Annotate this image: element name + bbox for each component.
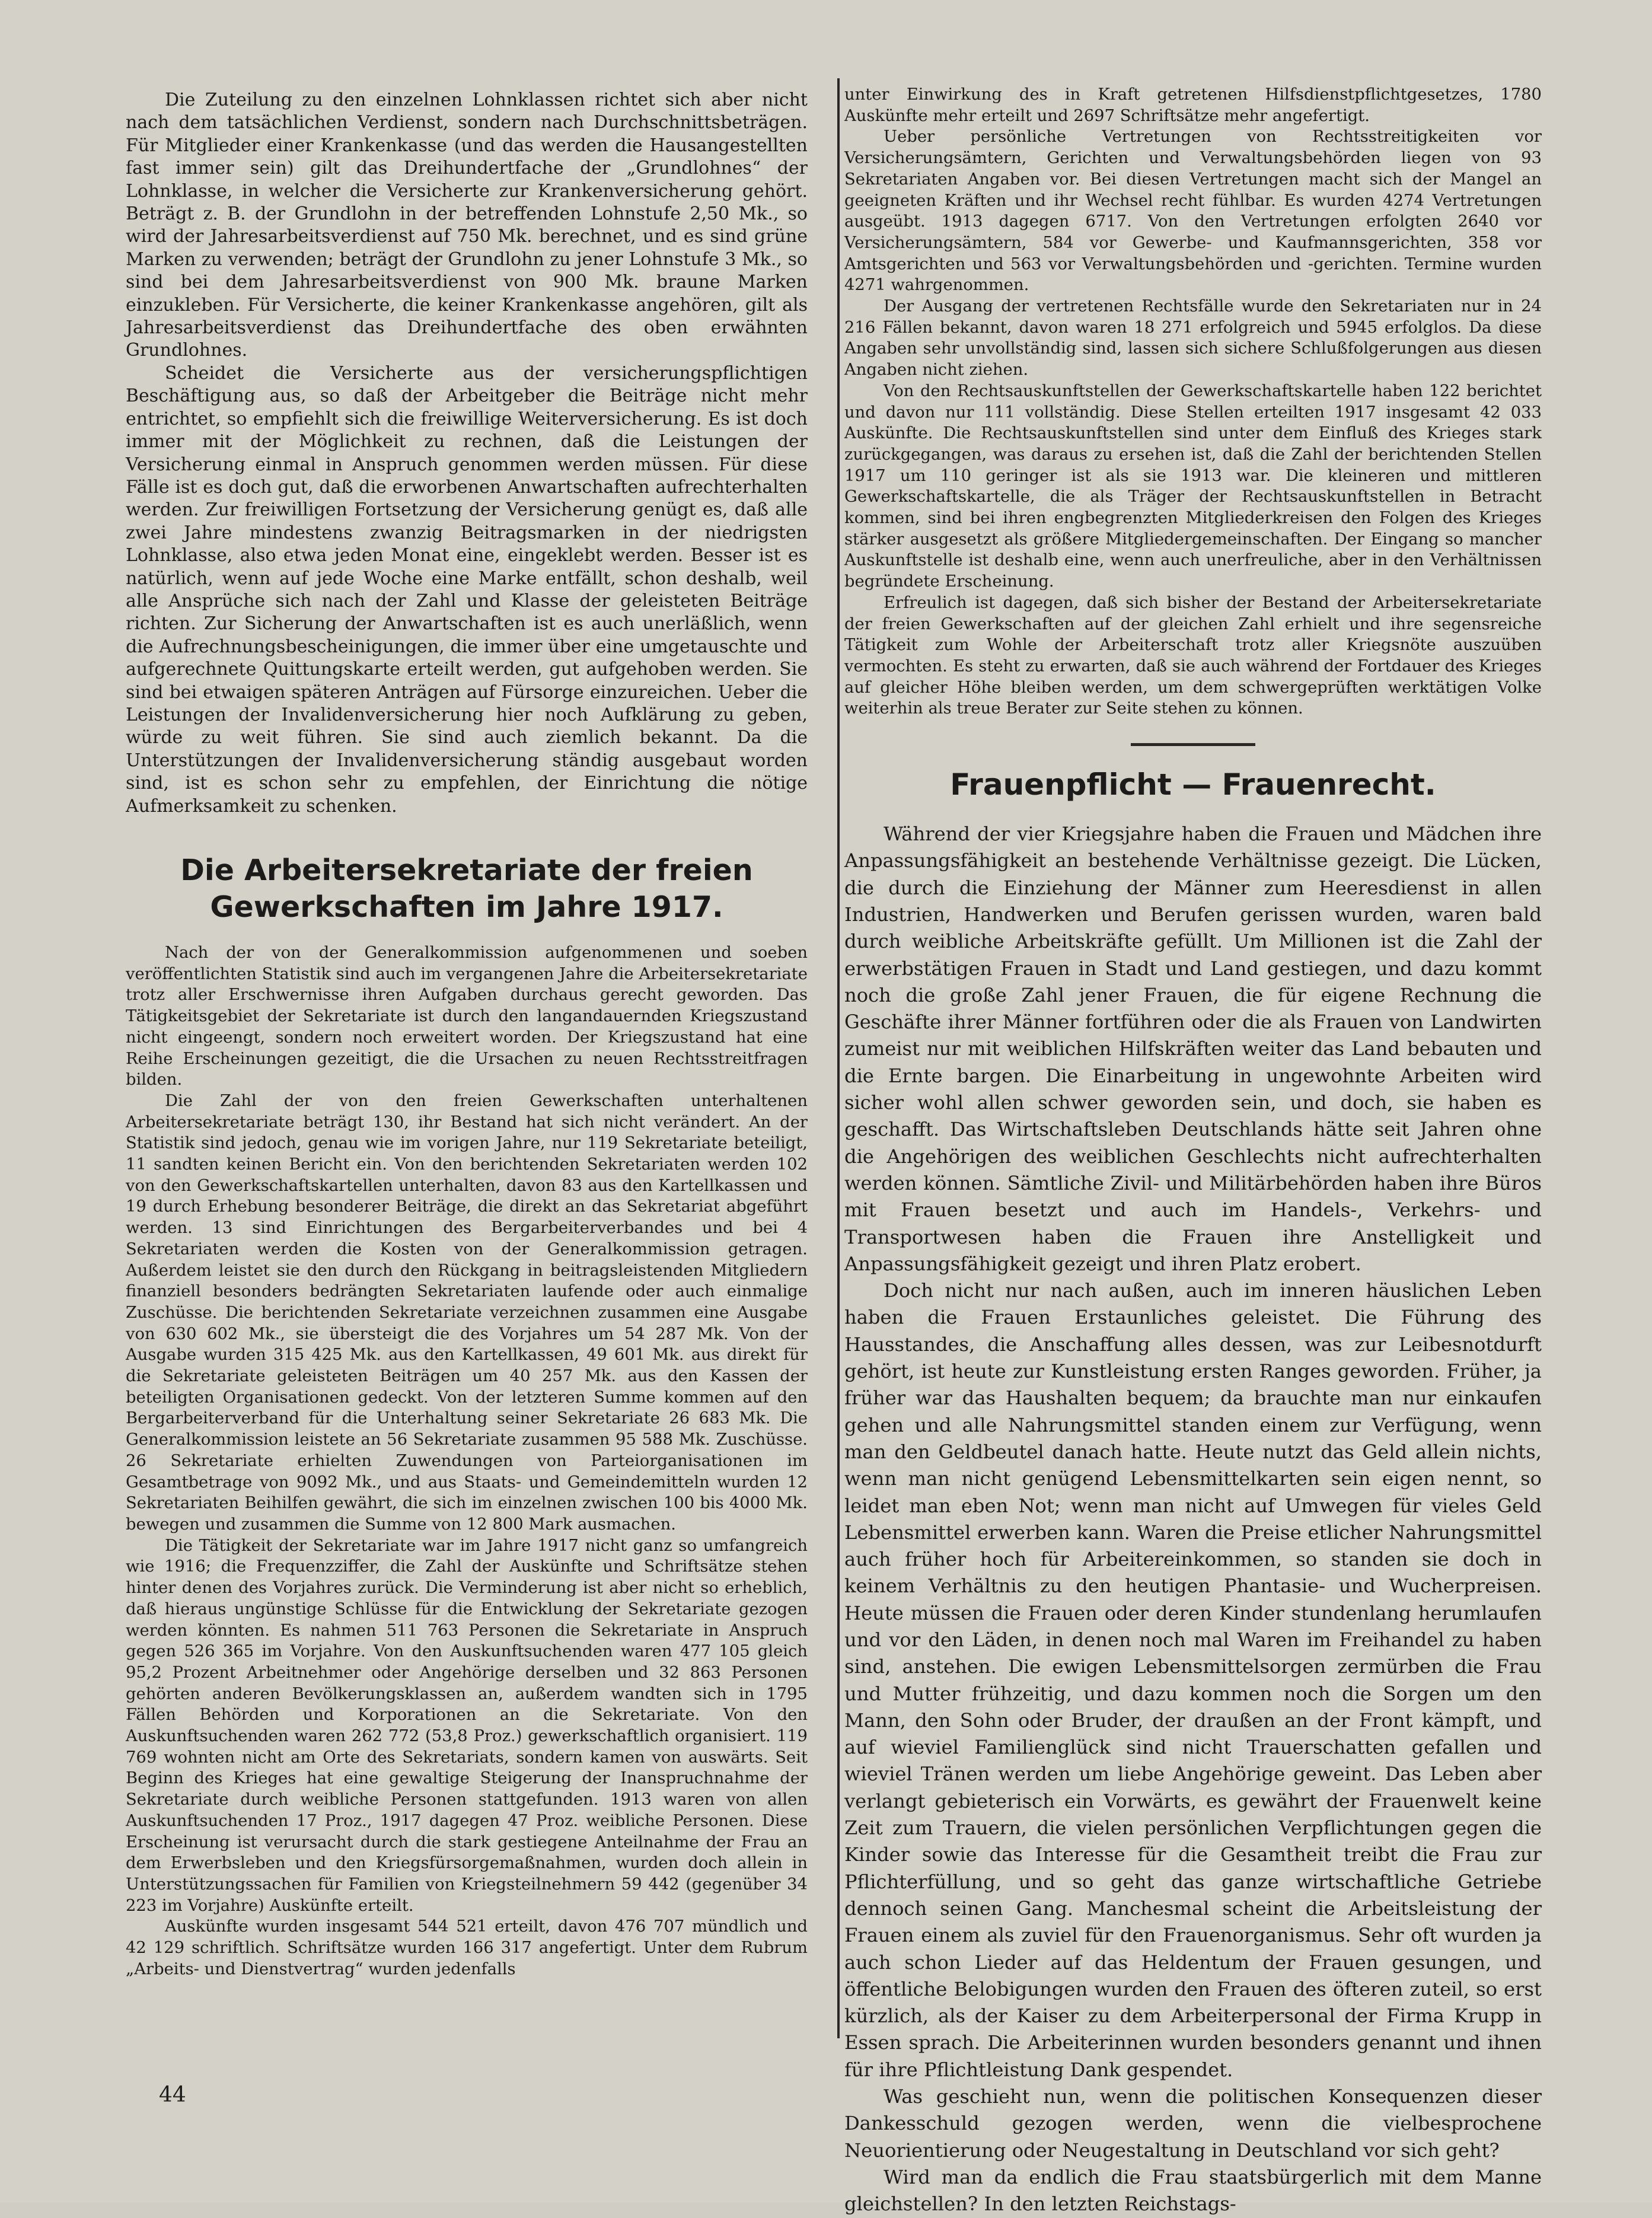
paragraph: Von den Rechtsauskunftstellen der Gewerkschaftskartelle haben 122 berichtet und davon nur 111 vollständig. Diese Stellen erteilten 1917 insgesamt 42 033 Auskünfte. Die Rechtsauskunftstellen sind unter dem Einfluß des Krieges stark zurückgegangen, was daraus zu ersehen ist, daß die Zahl der berichtenden Stellen 1917 um 110 geringer ist als sie 1913 war. Die kleineren und mittleren Gewerkschaftskartelle, die als Träger der Rechtsauskunftstellen in Betracht kommen, sind bei ihren engbegrenzten Mitgliederkreisen den Folgen des Krieges stärker ausgesetzt als größere Mitgliedergemeinschaften. Der Eingang so mancher Auskunftstelle ist deshalb eine, wenn auch unerfreuliche, aber in den Verhältnissen begründete Erscheinung. [844,381,1542,591]
paragraph: Ueber persönliche Vertretungen von Rechtsstreitigkeiten vor Versicherungsämtern, Gerichten und Verwaltungsbehörden liegen von 93 Sekretariaten Angaben vor. Bei diesen Vertretungen macht sich der Mangel an geeigneten Kräften und ihr Wechsel recht fühlbar. Es wurden 4274 Vertretungen ausgeübt. 1913 dagegen 6717. Von den Vertretungen erfolgten 2640 vor Versicherungsämtern, 584 vor Gewerbe- und Kaufmannsgerichten, 358 vor Amtsgerichten und 563 vor Verwaltungsbehörden und -gerichten. Termine wurden 4271 wahrgenommen. [844,128,1542,295]
section-rule [1131,743,1255,746]
page-number: 44 [159,2083,186,2107]
paragraph: Erfreulich ist dagegen, daß sich bisher der Bestand der Arbeitersekretariate der freien Gewerkschaften auf der gleichen Zahl erhielt und ihre segensreiche Tätigkeit zum Wohle der Arbeiterschaft trotz aller Kriegsnöte auszuüben vermochten. Es steht zu erwarten, daß sie auch während der Fortdauer des Krieges auf gleicher Höhe bleiben werden, um dem schwergeprüften werktätigen Volke weiterhin als treue Berater zur Seite stehen zu können. [844,593,1542,718]
paragraph: Doch nicht nur nach außen, auch im inneren häuslichen Leben haben die Frauen Erstaunliches geleistet. Die Führung des Hausstandes, die Anschaffung alles dessen, was zur Leibesnotdurft gehört, ist heute zur Kunstleistung ersten Ranges geworden. Früher, ja früher war das Haushalten bequem; da brauchte man nur einkaufen gehen und alle Nahrungsmittel standen einem zur Verfügung, wenn man den Geldbeutel danach hatte. Heute nutzt das Geld allein nichts, wenn man nicht genügend Lebensmittelkarten sein eigen nennt, so leidet man eben Not; wenn man nicht auf Umwegen für vieles Geld Lebensmittel erwerben kann. Waren die Preise etlicher Nahrungsmittel auch früher hoch für Arbeitereinkommen, so standen sie doch in keinem Verhältnis zu den heutigen Phantasie- und Wucherpreisen. Heute müssen die Frauen oder deren Kinder stundenlang herumlaufen und vor den Läden, in denen noch mal Waren im Freihandel zu haben sind, anstehen. Die ewigen Lebensmittelsorgen zermürben die Frau und Mutter frühzeitig, und dazu kommen noch die Sorgen um den Mann, den Sohn oder Bruder, der draußen an der Front kämpft, und auf wieviel Familienglück sind nicht Trauerschatten gefallen und wieviel Tränen werden um liebe Angehörige geweint. Das Leben aber verlangt gebieterisch ein Vorwärts, es gewährt der Frauenwelt keine Zeit zum Trauern, die vielen persönlichen Verpflichtungen gegen die Kinder sowie das Interesse für die Gesamtheit treibt die Frau zur Pflichterfüllung, und so geht das ganze wirtschaftliche Getriebe dennoch seinen Gang. Manchesmal scheint die Arbeitsleistung der Frauen einem als zuviel für den Frauenorganismus. Sehr oft wurden ja auch schon Lieder auf das Heldentum der Frauen gesungen, und öffentliche Belobigungen wurden den Frauen des öfteren zuteil, so erst kürzlich, als der Kaiser zu dem Arbeiterpersonal der Firma Krupp in Essen sprach. Die Arbeiterinnen wurden besonders genannt und ihnen für ihre Pflichtleistung Dank gespendet. [844,1279,1542,2081]
paragraph: Der Ausgang der vertretenen Rechtsfälle wurde den Sekretariaten nur in 24 216 Fällen bekannt, davon waren 18 271 erfolgreich und 5945 erfolglos. Da diese Angaben sehr unvollständig sind, lassen sich sichere Schlußfolgerungen aus diesen Angaben nicht ziehen. [844,297,1542,380]
paragraph: Die Tätigkeit der Sekretariate war im Jahre 1917 nicht ganz so umfangreich wie 1916; die Frequenzziffer, die Zahl der Auskünfte und Schriftsätze stehen hinter denen des Vorjahres zurück. Die Verminderung ist aber nicht so erheblich, daß hieraus ungünstige Schlüsse für die Entwicklung der Sekretariate gezogen werden könnten. Es nahmen 511 763 Personen die Sekretariate in Anspruch gegen 526 365 im Vorjahre. Von den Auskunftsuchenden waren 477 105 gleich 95,2 Prozent Arbeitnehmer oder Angehörige derselben und 32 863 Personen gehörten anderen Bevölkerungsklassen an, außerdem wandten sich in 1795 Fällen Behörden und Korporationen an die Sekretariate. Von den Auskunftsuchenden waren 262 772 (53,8 Proz.) gewerkschaftlich organisiert. 119 769 wohnten nicht am Orte des Sekretariats, sondern kamen von auswärts. Seit Beginn des Krieges hat eine gewaltige Steigerung der Inanspruchnahme der Sekretariate durch weibliche Personen stattgefunden. 1913 waren von allen Auskunftsuchenden 17 Proz., 1917 dagegen 47 Proz. weibliche Personen. Diese Erscheinung ist verursacht durch die stark gestiegene Anteilnahme der Frau an dem Erwerbsleben und den Kriegsfürsorgemaßnahmen, wurden doch allein in Unterstützungssachen für Familien von Kriegsteilnehmern 59 442 (gegenüber 34 223 im Vorjahre) Auskünfte erteilt. [126,1536,808,1915]
paragraph: unter Einwirkung des in Kraft getretenen Hilfsdienstpflichtgesetzes, 1780 Auskünfte mehr erteilt und 2697 Schriftsätze mehr angefertigt. [844,85,1542,125]
paragraph: Nach der von der Generalkommission aufgenommenen und soeben veröffentlichten Statistik sind auch im vergangenen Jahre die Arbeitersekretariate trotz aller Erschwernisse ihren Aufgaben durchaus gerecht geworden. Das Tätigkeitsgebiet der Sekretariate ist durch den langandauernden Kriegszustand nicht eingeengt, sondern noch erweitert worden. Der Kriegszustand hat eine Reihe Erscheinungen gezeitigt, die die Ursachen zu neuen Rechtsstreitfragen bilden. [126,944,808,1089]
paragraph: Was geschieht nun, wenn die politischen Konsequenzen dieser Dankesschuld gezogen werden, wenn die vielbesprochene Neuorientierung oder Neugestaltung in Deutschland vor sich geht? [844,2085,1542,2162]
column-divider [837,78,840,2038]
article-heading: Frauenpflicht — Frauenrecht. [950,767,1436,802]
article-heading: Die Arbeitersekretariate der freien Gewerkschaften im Jahre 1917. [180,853,753,924]
paragraph: Auskünfte wurden insgesamt 544 521 erteilt, davon 476 707 mündlich und 42 129 schriftlich. Schriftsätze wurden 166 317 angefertigt. Unter dem Rubrum „Arbeits- und Dienstvertrag“ wurden jedenfalls [126,1917,808,1978]
paragraph: Die Zahl der von den freien Gewerkschaften unterhaltenen Arbeitersekretariate beträgt 130, ihr Bestand hat sich nicht verändert. An der Statistik sind jedoch, genau wie im vorigen Jahre, nur 119 Sekretariate beteiligt, 11 sandten keinen Bericht ein. Von den berichtenden Sekretariaten werden 102 von den Gewerkschaftskartellen unterhalten, davon 83 aus den Kartellkassen und 19 durch Erhebung besonderer Beiträge, die direkt an das Sekretariat abgeführt werden. 13 sind Einrichtungen des Bergarbeiterverbandes und bei 4 Sekretariaten werden die Kosten von der Generalkommission getragen. Außerdem leistet sie den durch den Rückgang in beitragsleistenden Mitgliedern finanziell besonders bedrängten Sekretariaten laufende oder auch einmalige Zuschüsse. Die berichtenden Sekretariate verzeichnen zusammen eine Ausgabe von 630 602 Mk., sie übersteigt die des Vorjahres um 54 287 Mk. Von der Ausgabe wurden 315 425 Mk. aus den Kartellkassen, 49 601 Mk. aus direkt für die Sekretariate geleisteten Beiträgen um 40 257 Mk. aus den Kassen der beteiligten Organisationen gedeckt. Von der letzteren Summe kommen auf den Bergarbeiterverband für die Unterhaltung seiner Sekretariate 26 683 Mk. Die Generalkommission leistete an 56 Sekretariate zusammen 95 588 Mk. Zuschüsse. 26 Sekretariate erhielten Zuwendungen von Parteiorganisationen im Gesamtbetrage von 9092 Mk., und aus Staats- und Gemeindemitteln wurden 12 Sekretariaten Beihilfen gewährt, die sich im einzelnen zwischen 100 bis 4000 Mk. bewegen und zusammen die Summe von 12 800 Mark ausmachen. [126,1091,808,1534]
paragraph: Während der vier Kriegsjahre haben die Frauen und Mädchen ihre Anpassungsfähigkeit an bestehende Verhältnisse gezeigt. Die Lücken, die durch die Einziehung der Männer zum Heeresdienst in allen Industrien, Handwerken und Berufen gerissen wurden, waren bald durch weibliche Arbeitskräfte gefüllt. Um Millionen ist die Zahl der erwerbstätigen Frauen in Stadt und Land gestiegen, und dazu kommt noch die große Zahl jener Frauen, die für eigene Rechnung die Geschäfte ihrer Männer fortführen oder die als Frauen von Landwirten zumeist nur mit weiblichen Hilfskräften weiter das Land bebauten und die Ernte bargen. Die Einarbeitung in ungewohnte Arbeiten wird sicher wohl allen schwer geworden sein, und doch, sie haben es geschafft. Das Wirtschaftsleben Deutschlands hätte seit Jahren ohne die Angehörigen des weiblichen Geschlechts nicht aufrechterhalten werden können. Sämtliche Zivil- und Militärbehörden haben ihre Büros mit Frauen besetzt und auch im Handels-, Verkehrs- und Transportwesen haben die Frauen ihre Anstelligkeit und Anpassungsfähigkeit gezeigt und ihren Platz erobert. [844,823,1542,1275]
paragraph: Die Zuteilung zu den einzelnen Lohnklassen richtet sich aber nicht nach dem tatsächlichen Verdienst, sondern nach Durchschnittsbeträgen. Für Mitglieder einer Krankenkasse (und das werden die Hausangestellten fast immer sein) gilt das Dreihundertfache der „Grundlohnes“ der Lohnklasse, in welcher die Versicherte zur Krankenversicherung gehört. Beträgt z. B. der Grundlohn in der betreffenden Lohnstufe 2,50 Mk., so wird der Jahresarbeitsverdienst auf 750 Mk. berechnet, und es sind grüne Marken zu verwenden; beträgt der Grundlohn zu jener Lohnstufe 3 Mk., so sind bei dem Jahresarbeitsverdienst von 900 Mk. braune Marken einzukleben. Für Versicherte, die keiner Krankenkasse angehören, gilt als Jahresarbeitsverdienst das Dreihundertfache des oben erwähnten Grundlohnes. [126,90,808,361]
paragraph: Scheidet die Versicherte aus der versicherungspflichtigen Beschäftigung aus, so daß der Arbeitgeber die Beiträge nicht mehr entrichtet, so empfiehlt sich die freiwillige Weiterversicherung. Es ist doch immer mit der Möglichkeit zu rechnen, daß die Leistungen der Versicherung einmal in Anspruch genommen werden müssen. Für diese Fälle ist es doch gut, daß die erworbenen Anwartschaften aufrechterhalten werden. Zur freiwilligen Fortsetzung der Versicherung genügt es, daß alle zwei Jahre mindestens zwanzig Beitragsmarken in der niedrigsten Lohnklasse, also etwa jeden Monat eine, eingeklebt werden. Besser ist es natürlich, wenn auf jede Woche eine Marke entfällt, schon deshalb, weil alle Ansprüche sich nach der Zahl und Klasse der geleisteten Beiträge richten. Zur Sicherung der Anwartschaften ist es auch unerläßlich, wenn die Aufrechnungsbescheinigungen, die immer über eine umgetauschte und aufgerechnete Quittungskarte erteilt werden, gut aufgehoben werden. Sie sind bei etwaigen späteren Anträgen auf Fürsorge einzureichen. Ueber die Leistungen der Invalidenversicherung hier noch Aufklärung zu geben, würde zu weit führen. Sie sind auch ziemlich bekannt. Da die Unterstützungen der Invalidenversicherung ständig ausgebaut worden sind, ist es schon sehr zu empfehlen, der Einrichtung die nötige Aufmerksamkeit zu schenken. [126,362,808,817]
paragraph: Wird man da endlich die Frau staatsbürgerlich mit dem Manne gleichstellen? In den letzten Reichstags- [844,2165,1542,2216]
right-column [844,84,1542,2218]
left-column [126,89,808,1980]
